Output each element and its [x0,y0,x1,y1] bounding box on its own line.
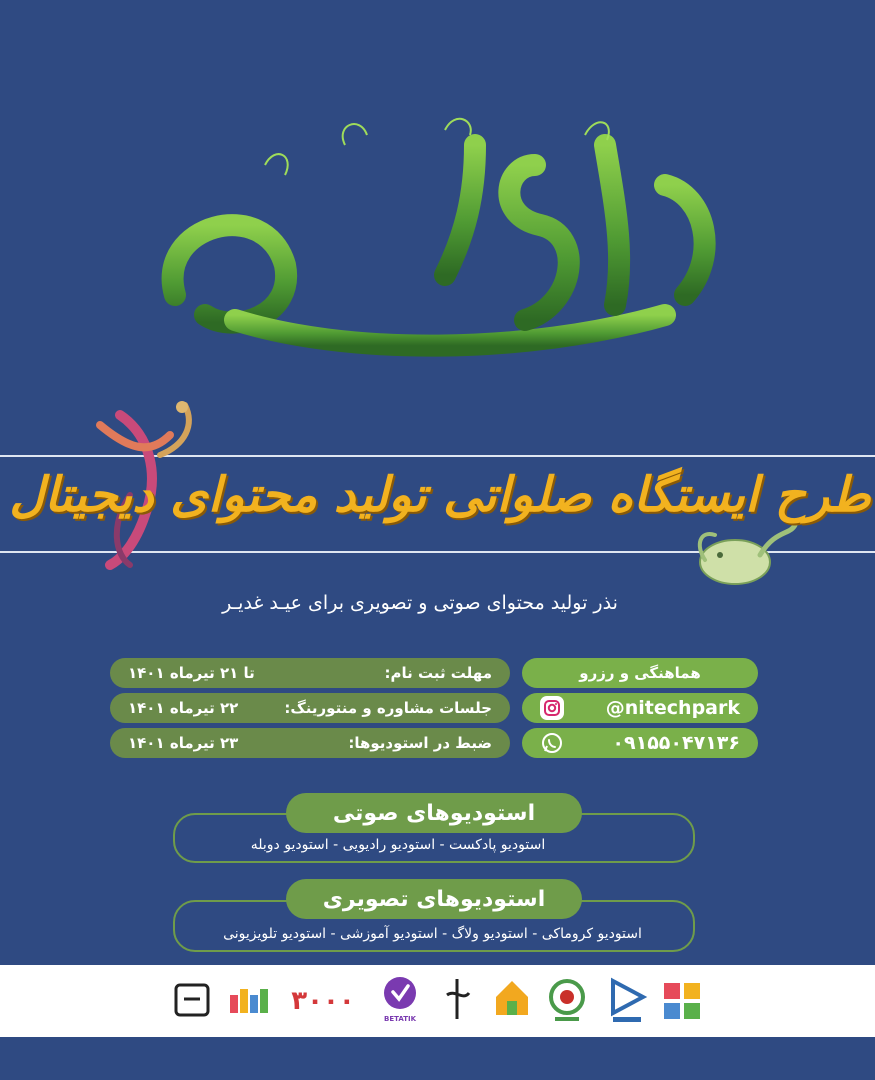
schedule-row [110,658,510,688]
sponsor-logo-house-icon [490,975,534,1027]
sponsor-logo-outline-icon [170,975,214,1027]
phone-number[interactable]: ۰۹۱۵۵۰۴۷۱۳۶ [612,732,740,754]
schedule-row [110,693,510,723]
schedule-row [110,728,510,758]
instagram-handle[interactable]: @nitechpark [605,697,740,719]
count-label: ۳۰۰۰ [291,986,355,1016]
contact-title-pill [522,658,758,688]
audio-studios-list: استودیو پادکست - استودیو رادیویی - استودیو دوبله [250,837,546,853]
sponsor-logo-pattern-icon [660,975,704,1027]
video-studios-list: استودیو کروماکی - استودیو ولاگ - استودیو آموزشی - استودیو تلویزیونی [223,926,642,942]
event-title: طرح ایستگاه صلواتی تولید محتوای دیجیتال [9,467,871,523]
schedule-value: ۲۲ تیرماه ۱۴۰۱ [128,699,239,717]
ali-calligraphy-graphic [145,105,735,375]
sponsor-logo-emblem-icon [545,975,589,1027]
video-studios-title: استودیوهای تصویری [286,879,582,919]
sponsor-logo-play-icon [605,975,649,1027]
schedule-label: جلسات مشاوره و منتورینگ: [284,699,492,717]
schedule-label: ضبط در استودیوها: [348,734,492,752]
instagram-pill[interactable] [522,693,758,723]
whatsapp-icon [540,731,564,755]
sponsor-logo-count [292,975,354,1027]
sponsor-logo-colorful-icon [228,975,272,1027]
bottom-band [0,1037,875,1080]
instagram-icon [540,696,564,720]
contact-title: هماهنگی و رزرو [579,664,701,682]
sponsor-logo-calligraphy-icon [435,975,479,1027]
audio-studios-title: استودیوهای صوتی [286,793,582,833]
schedule-value: ۲۳ تیرماه ۱۴۰۱ [128,734,239,752]
phone-pill[interactable] [522,728,758,758]
sponsor-logos-bar [0,965,875,1037]
schedule-value: تا ۲۱ تیرماه ۱۴۰۱ [128,664,255,682]
schedule-label: مهلت ثبت نام: [384,664,492,682]
betatik-label: BETATIK [383,1015,417,1023]
event-subtitle: نذر تولید محتوای صوتی و تصویری برای عیـد غدیـر [222,592,618,614]
sponsor-logo-betatik [378,975,422,1027]
